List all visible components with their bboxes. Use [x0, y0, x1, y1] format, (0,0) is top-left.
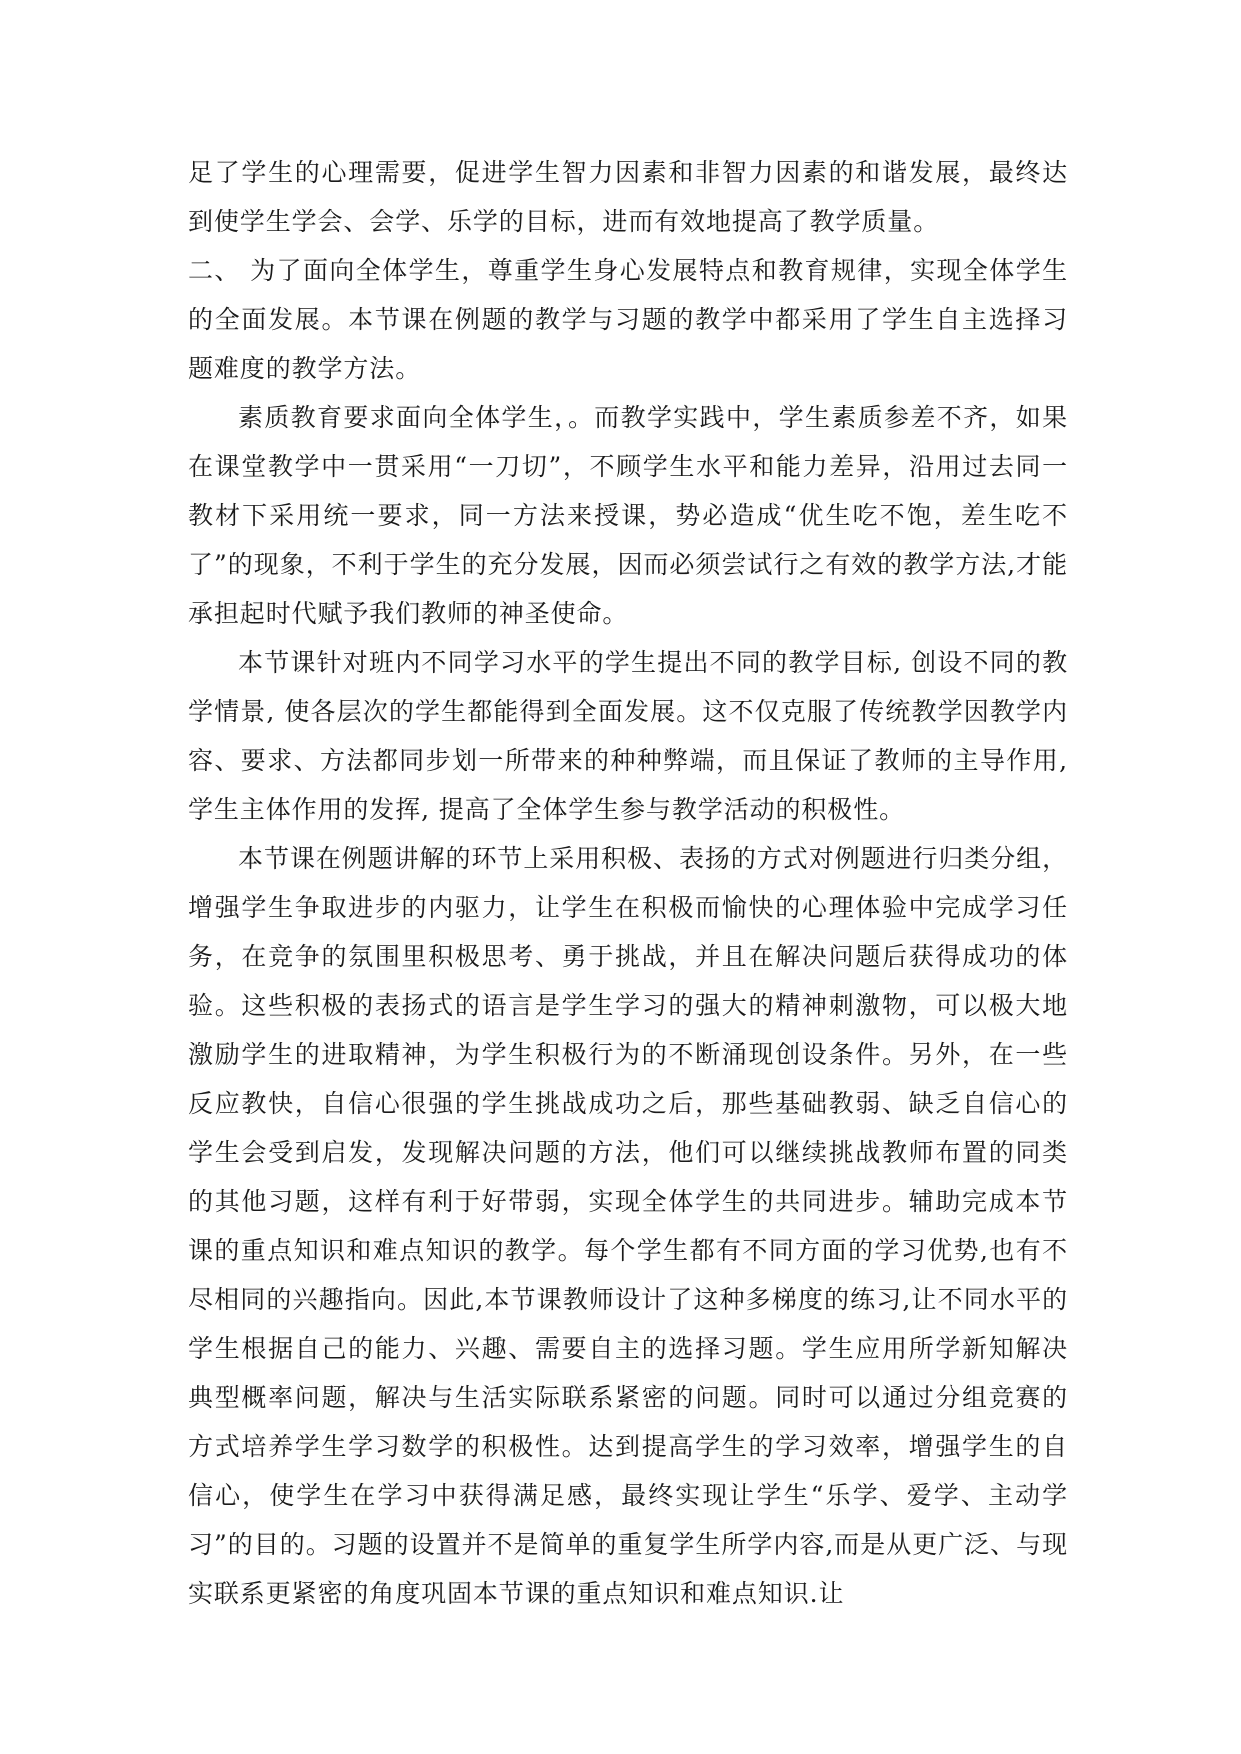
paragraph-section-two: 二、 为了面向全体学生，尊重学生身心发展特点和教育规律，实现全体学生的全面发展。本节课在例题的教学与习题的教学中都采用了学生自主选择习题难度的教学方法。	[188, 256, 1068, 383]
paragraph-example-explanation: 本节课在例题讲解的环节上采用积极、表扬的方式对例题进行归类分组，增强学生争取进步的内驱力，让学生在积极而愉快的心理体验中完成学习任务，在竞争的氛围里积极思考、勇于挑战，并且在解决问题后获得成功的体验。这些积极的表扬式的语言是学生学习的强大的精神刺激物，可以极大地激励学生的进取精神，为学生积极行为的不断涌现创设条件。另外，在一些反应教快，自信心很强的学生挑战成功之后，那些基础教弱、缺乏自信心的学生会受到启发，发现解决问题的方法，他们可以继续挑战教师布置的同类的其他习题，这样有利于好带弱，实现全体学生的共同进步。辅助完成本节课的重点知识和难点知识的教学。每个学生都有不同方面的学习优势,也有不尽相同的兴趣指向。因此,本节课教师设计了这种多梯度的练习,让不同水平的学生根据自己的能力、兴趣、需要自主的选择习题。学生应用所学新知解决典型概率问题，解决与生活实际联系紧密的问题。同时可以通过分组竞赛的方式培养学生学习数学的积极性。达到提高学生的学习效率，增强学生的自信心，使学生在学习中获得满足感，最终实现让学生“乐学、爱学、主动学习”的目的。习题的设置并不是简单的重复学生所学内容,而是从更广泛、与现实联系更紧密的角度巩固本节课的重点知识和难点知识.让	[188, 844, 1068, 1608]
paragraph-teaching-goals: 本节课针对班内不同学习水平的学生提出不同的教学目标, 创设不同的教学情景, 使各层次的学生都能得到全面发展。这不仅克服了传统教学因教学内容、要求、方法都同步划一所带来的种种弊端，而且保证了教师的主导作用, 学生主体作用的发挥, 提高了全体学生参与教学活动的积极性。	[188, 648, 1068, 824]
paragraph-continuation: 足了学生的心理需要，促进学生智力因素和非智力因素的和谐发展，最终达到使学生学会、会学、乐学的目标，进而有效地提高了教学质量。	[188, 158, 1068, 236]
paragraph-quality-education: 素质教育要求面向全体学生，。而教学实践中，学生素质参差不齐，如果在课堂教学中一贯采用“一刀切”，不顾学生水平和能力差异，沿用过去同一教材下采用统一要求，同一方法来授课，势必造成“优生吃不饱，差生吃不了”的现象，不利于学生的充分发展，因而必须尝试行之有效的教学方法,才能承担起时代赋予我们教师的神圣使命。	[188, 403, 1068, 628]
body-text	[188, 148, 1068, 1618]
